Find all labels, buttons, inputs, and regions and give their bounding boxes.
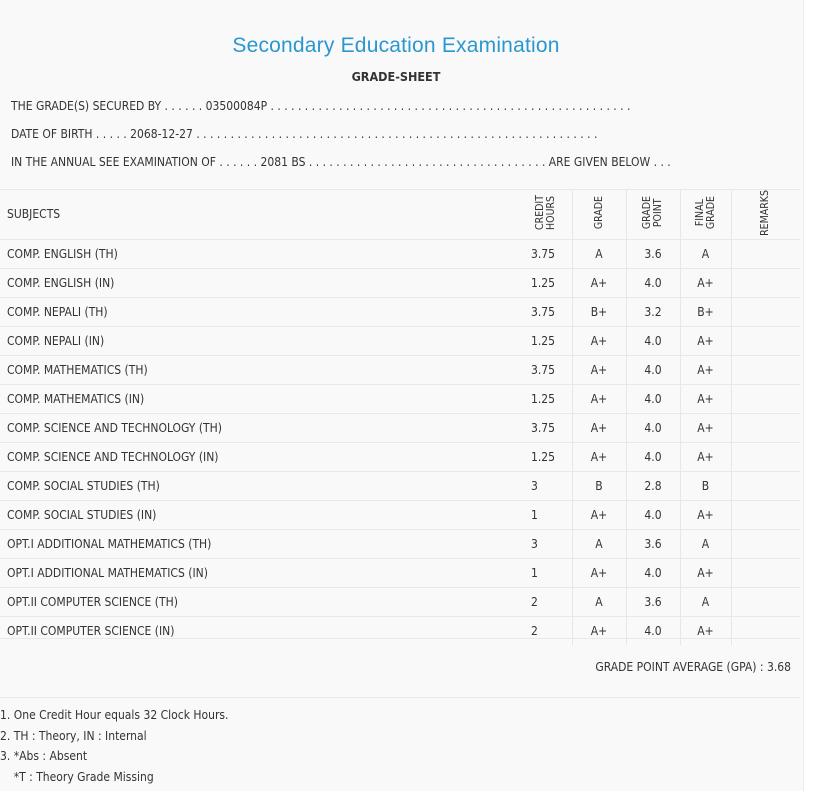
subject-cell: COMP. SOCIAL STUDIES (TH) <box>0 471 520 500</box>
credit-hours-cell: 1.25 <box>520 268 572 297</box>
info-symbol-number: THE GRADE(S) SECURED BY . . . . . . 03500084P . . . . . . . . . . . . . . . . . . . . . . . . . . . . . . . . . . . . . . . . . . . . . . . . . . . . . <box>11 99 631 113</box>
remarks-cell <box>731 297 800 326</box>
grade-cell: B <box>572 471 626 500</box>
remarks-cell <box>731 384 800 413</box>
subject-cell: COMP. NEPALI (IN) <box>0 326 520 355</box>
header-final-grade <box>680 190 731 240</box>
remarks-cell <box>731 529 800 558</box>
subject-cell: OPT.I ADDITIONAL MATHEMATICS (TH) <box>0 529 520 558</box>
subject-cell: COMP. ENGLISH (TH) <box>0 239 520 268</box>
header-point-line2: POINT <box>652 198 664 228</box>
grade-point-cell: 3.2 <box>626 297 680 326</box>
grade-cell: A+ <box>572 558 626 587</box>
header-grade <box>572 190 626 240</box>
header-final-line1: FINAL <box>693 199 706 227</box>
final-grade-cell: A+ <box>680 500 731 529</box>
header-remarks <box>731 190 800 240</box>
grade-cell: A <box>572 529 626 558</box>
credit-hours-cell: 1 <box>520 558 572 587</box>
info-date-of-birth: DATE OF BIRTH . . . . . 2068-12-27 . . . . . . . . . . . . . . . . . . . . . . . . . . . . . . . . . . . . . . . . . . . . . . . . . . . . . . . . . . . <box>11 127 598 141</box>
grade-cell: A+ <box>572 413 626 442</box>
grade-point-cell: 3.6 <box>626 239 680 268</box>
subject-cell: OPT.I ADDITIONAL MATHEMATICS (IN) <box>0 558 520 587</box>
final-grade-cell: A <box>680 587 731 616</box>
table-row <box>0 268 800 297</box>
table-header-row <box>0 190 800 240</box>
grade-point-cell: 3.6 <box>626 529 680 558</box>
subject-cell: COMP. NEPALI (TH) <box>0 297 520 326</box>
header-grade-label: GRADE <box>592 196 605 230</box>
final-grade-cell: A+ <box>680 355 731 384</box>
credit-hours-cell: 3 <box>520 471 572 500</box>
table-row <box>0 471 800 500</box>
remarks-cell <box>731 239 800 268</box>
credit-hours-cell: 1.25 <box>520 326 572 355</box>
header-credit-line1: CREDIT <box>533 195 546 231</box>
grade-point-cell: 3.6 <box>626 587 680 616</box>
subject-cell: COMP. MATHEMATICS (IN) <box>0 384 520 413</box>
grade-cell: A <box>572 587 626 616</box>
table-row <box>0 355 800 384</box>
final-grade-cell: A+ <box>680 326 731 355</box>
grade-cell: A+ <box>572 268 626 297</box>
remarks-cell <box>731 587 800 616</box>
table-row <box>0 500 800 529</box>
remarks-cell <box>731 558 800 587</box>
subject-cell: OPT.II COMPUTER SCIENCE (TH) <box>0 587 520 616</box>
grade-point-cell: 4.0 <box>626 355 680 384</box>
remarks-cell <box>731 268 800 297</box>
final-grade-cell: A+ <box>680 616 731 645</box>
final-grade-cell: A+ <box>680 558 731 587</box>
header-grade-point <box>626 190 680 240</box>
credit-hours-cell: 2 <box>520 587 572 616</box>
final-grade-cell: B <box>680 471 731 500</box>
table-row <box>0 413 800 442</box>
subject-cell: COMP. MATHEMATICS (TH) <box>0 355 520 384</box>
table-row <box>0 587 800 616</box>
remarks-cell <box>731 413 800 442</box>
table-row <box>0 326 800 355</box>
subject-cell: OPT.II COMPUTER SCIENCE (IN) <box>0 616 520 645</box>
table-row <box>0 239 800 268</box>
header-credit-line2: HOURS <box>544 195 557 230</box>
subject-cell: COMP. SCIENCE AND TECHNOLOGY (IN) <box>0 442 520 471</box>
footnote: 3. *Abs : Absent <box>0 749 88 763</box>
gpa-summary: GRADE POINT AVERAGE (GPA) : 3.68 <box>595 660 791 674</box>
grade-point-cell: 4.0 <box>626 268 680 297</box>
credit-hours-cell: 1 <box>520 500 572 529</box>
final-grade-cell: A <box>680 529 731 558</box>
grade-point-cell: 4.0 <box>626 616 680 645</box>
final-grade-cell: A+ <box>680 413 731 442</box>
header-point-line1: GRADE <box>641 196 653 230</box>
footnote: 2. TH : Theory, IN : Internal <box>0 728 147 743</box>
grade-cell: A+ <box>572 500 626 529</box>
grade-cell: B+ <box>572 297 626 326</box>
footnote: *T : Theory Grade Missing <box>0 769 154 784</box>
grade-point-cell: 2.8 <box>626 471 680 500</box>
credit-hours-cell: 3 <box>520 529 572 558</box>
remarks-cell <box>731 442 800 471</box>
table-row <box>0 442 800 471</box>
remarks-cell <box>731 326 800 355</box>
credit-hours-cell: 3.75 <box>520 413 572 442</box>
grade-point-cell: 4.0 <box>626 413 680 442</box>
final-grade-cell: A <box>680 239 731 268</box>
subject-cell: COMP. SCIENCE AND TECHNOLOGY (TH) <box>0 413 520 442</box>
remarks-cell <box>731 355 800 384</box>
table-row <box>0 384 800 413</box>
grade-point-cell: 4.0 <box>626 384 680 413</box>
final-grade-cell: A+ <box>680 268 731 297</box>
grade-point-cell: 4.0 <box>626 500 680 529</box>
grade-cell: A+ <box>572 616 626 645</box>
table-row <box>0 529 800 558</box>
grade-point-cell: 4.0 <box>626 442 680 471</box>
remarks-cell <box>731 471 800 500</box>
subject-cell: COMP. ENGLISH (IN) <box>0 268 520 297</box>
remarks-cell <box>731 500 800 529</box>
credit-hours-cell: 1.25 <box>520 384 572 413</box>
credit-hours-cell: 3.75 <box>520 297 572 326</box>
credit-hours-cell: 2 <box>520 616 572 645</box>
grade-point-cell: 4.0 <box>626 326 680 355</box>
header-credit-hours <box>520 190 572 240</box>
page-title: Secondary Education Examination <box>232 34 560 57</box>
info-exam-year: IN THE ANNUAL SEE EXAMINATION OF . . . . . . 2081 BS . . . . . . . . . . . . . . . . . . . . . . . . . . . . . . . . . . . ARE GIVEN BELOW . . . <box>11 155 671 169</box>
grade-cell: A <box>572 239 626 268</box>
grade-cell: A+ <box>572 355 626 384</box>
grade-cell: A+ <box>572 326 626 355</box>
gpa-row <box>0 638 800 698</box>
table-row <box>0 558 800 587</box>
header-final-line2: GRADE <box>704 196 717 230</box>
footnote: 1. One Credit Hour equals 32 Clock Hours. <box>0 708 229 722</box>
grade-cell: A+ <box>572 442 626 471</box>
subject-cell: COMP. SOCIAL STUDIES (IN) <box>0 500 520 529</box>
header-subjects: SUBJECTS <box>0 190 520 240</box>
table-row <box>0 297 800 326</box>
credit-hours-cell: 3.75 <box>520 239 572 268</box>
final-grade-cell: B+ <box>680 297 731 326</box>
grade-cell: A+ <box>572 384 626 413</box>
credit-hours-cell: 1.25 <box>520 442 572 471</box>
sheet-subtitle: GRADE-SHEET <box>351 69 441 84</box>
footnotes <box>0 705 228 787</box>
final-grade-cell: A+ <box>680 442 731 471</box>
grade-table <box>0 189 800 645</box>
credit-hours-cell: 3.75 <box>520 355 572 384</box>
header-remarks-label: REMARKS <box>759 190 772 236</box>
grade-point-cell: 4.0 <box>626 558 680 587</box>
final-grade-cell: A+ <box>680 384 731 413</box>
